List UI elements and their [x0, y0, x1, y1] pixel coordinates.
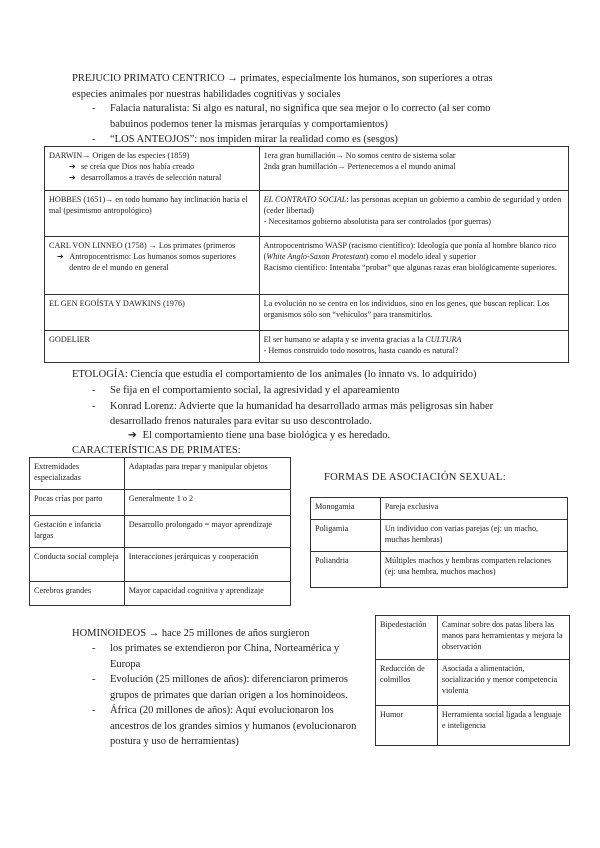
- table-cell-text: Antropocentrismo WASP (racismo científico): Ideología que ponía al hombre blanco rico (: [263, 241, 557, 261]
- author-dawkins: EL GEN EGOÍSTA Y DAWKINS (1976): [49, 299, 185, 308]
- table-cell: Extremidades especializadas: [30, 458, 125, 490]
- table-cell: Pareja exclusiva: [380, 498, 567, 520]
- formas-table: [310, 497, 568, 588]
- table-cell: Monogamia: [311, 498, 381, 520]
- table-row: [311, 498, 568, 520]
- etologia-intro: ETOLOGÍA: Ciencia que estudia el comportamiento de los animales (lo innato vs. lo adquirido): [72, 369, 477, 380]
- table-row: [45, 147, 569, 191]
- table-row: [30, 516, 291, 548]
- table-cell: Gestación e infancia largas: [30, 516, 125, 548]
- table-cell: Caminar sobre dos patas libera las manos para herramientas y mejora la observación: [437, 616, 569, 660]
- table-cell-text: La evolución no se centra en los individuos, sino en los genes, que buscan replicar. Los organismos sólo son “vehículos” para transmitirlos.: [263, 299, 550, 319]
- list-item: - África (20 millones de años): Aquí evolucionaron los ancestros de los grandes simios y humanos (evolucionaron postura y uso de herramientas): [92, 703, 367, 750]
- table-cell: Mayor capacidad cognitiva y aprendizaje: [124, 582, 290, 606]
- table-row: [376, 660, 570, 706]
- table-row: [45, 237, 569, 295]
- table-row: [376, 616, 570, 660]
- table-cell: Cerebros grandes: [30, 582, 125, 606]
- table-row: [311, 520, 568, 552]
- author-hobbes: HOBBES (1651)→ en todo humano hay inclinación hacia el mal (pesimismo antropológico): [49, 195, 248, 215]
- list-item: - Konrad Lorenz: Advierte que la humanidad ha desarrollado armas más peligrosas sin haber desarrollado frenos naturales para evitar su uso descontrolado.: [92, 399, 522, 430]
- table-cell: Poligamia: [311, 520, 381, 552]
- table-cell-text: El ser humano se adapta y se inventa gracias a la: [263, 335, 426, 344]
- emphasis-text: EL CONTRATO SOCIAL: [263, 195, 347, 204]
- arrow-icon: ➔: [69, 173, 76, 182]
- table-row: [45, 295, 569, 331]
- hominoideos-list: [92, 641, 367, 750]
- table-cell-text: : las personas aceptan un gobierno a cambio de seguridad y orden (ceder libertad): [263, 195, 562, 215]
- table-cell: Múltiples machos y hembras comparten relaciones (ej: una hembra, muchos machos): [380, 552, 567, 588]
- table-row: [45, 331, 569, 363]
- etologia-arrow-note: [128, 428, 390, 444]
- caracteristicas-table: [29, 457, 291, 606]
- table-cell-text: - Necesitamos gobierno absolutista para ser controlados (por guerras): [263, 217, 492, 226]
- arrow-icon: ➔: [57, 252, 64, 261]
- prejuicio-list: [92, 101, 522, 148]
- list-item: Antropocentrismo: Los humanos somos superiores dentro de el mundo en general: [69, 252, 236, 272]
- table-cell: Asociada a alimentación, socialización y menor competencia violenta: [437, 660, 569, 706]
- list-item: se creía que Dios nos había creado: [81, 162, 195, 171]
- table-row: [376, 706, 570, 746]
- table-cell-text: - Hemos construido todo nosotros, hasta cuando es natural?: [263, 346, 459, 355]
- table-cell: Un individuo con varias parejas (ej: un macho, muchas hembras): [380, 520, 567, 552]
- table-cell: Poliandria: [311, 552, 381, 588]
- rasgos-table: [375, 615, 570, 746]
- caracteristicas-title: CARACTERÍSTICAS DE PRIMATES:: [72, 445, 241, 456]
- table-cell: Generalmente 1 o 2: [124, 490, 290, 516]
- table-cell: Conducta social compleja: [30, 548, 125, 582]
- table-cell: Pocas crías por parto: [30, 490, 125, 516]
- arrow-icon: ➔: [69, 162, 76, 171]
- table-row: [45, 191, 569, 237]
- table-cell-text: ) como el modelo ideal y superior: [365, 252, 477, 261]
- table-cell-text: Racismo científico: Intentaba “probar” que algunas razas eran biológicamente superiores.: [263, 263, 557, 272]
- table-cell: Adaptadas para trepar y manipular objetos: [124, 458, 290, 490]
- table-cell: Desarrollo prolongado = mayor aprendizaje: [124, 516, 290, 548]
- table-row: [311, 552, 568, 588]
- list-item: - Falacia naturalista: Si algo es natural, no significa que sea mejor o lo correcto (al ser como babuinos podemos tener la mismas jerarquías y comportamientos): [92, 101, 522, 132]
- formas-title: FORMAS DE ASOCIACIÓN SEXUAL:: [324, 472, 506, 483]
- author-darwin: DARWIN→ Origen de las especies (1859): [49, 151, 190, 160]
- authors-table: [44, 146, 569, 363]
- emphasis-text: White Anglo-Saxon Protestant: [266, 252, 366, 261]
- table-row: [30, 458, 291, 490]
- table-cell: Bipedestación: [376, 616, 438, 660]
- list-item: - Se fija en el comportamiento social, la agresividad y el apareamiento: [92, 383, 522, 399]
- table-cell-text: 1era gran humillación→ No somos centro de sistema solar: [263, 151, 456, 160]
- hominoideos-intro: HOMINOIDEOS → hace 25 millones de años surgieron: [72, 628, 310, 639]
- author-linneo: CARL VON LINNEO (1758) → Los primates (primeros: [49, 241, 236, 250]
- list-item: - los primates se extendieron por China, Norteamérica y Europa: [92, 641, 367, 672]
- table-cell-text: 2nda gran humillación→ Pertenecemos a el mundo animal: [263, 162, 456, 171]
- table-cell: Humor: [376, 706, 438, 746]
- emphasis-text: CULTURA: [425, 335, 462, 344]
- table-cell: Reducción de colmillos: [376, 660, 438, 706]
- table-row: [30, 548, 291, 582]
- author-godelier: GODELIER: [49, 335, 90, 344]
- table-cell: Interacciones jerárquicas y cooperación: [124, 548, 290, 582]
- table-cell: Herramienta social ligada a lenguaje e inteligencia: [437, 706, 569, 746]
- list-item: desarrollamos a través de selección natural: [81, 173, 222, 182]
- table-row: [30, 582, 291, 606]
- list-item: - Evolución (25 millones de años): diferenciaron primeros grupos de primates que darían origen a los hominoideos.: [92, 672, 367, 703]
- etologia-list: [92, 383, 522, 430]
- table-row: [30, 490, 291, 516]
- arrow-icon: ➔: [128, 430, 137, 441]
- prejuicio-intro: PREJUCIO PRIMATO CENTRICO → primates, especialmente los humanos, son superiores a otras especies animales por nuestras habilidades cognitivas y sociales: [72, 73, 493, 100]
- list-item: El comportamiento tiene una base biológica y es heredado.: [142, 430, 391, 441]
- list-item: - “LOS ANTEOJOS”: nos impiden mirar la realidad como es (sesgos): [92, 132, 522, 148]
